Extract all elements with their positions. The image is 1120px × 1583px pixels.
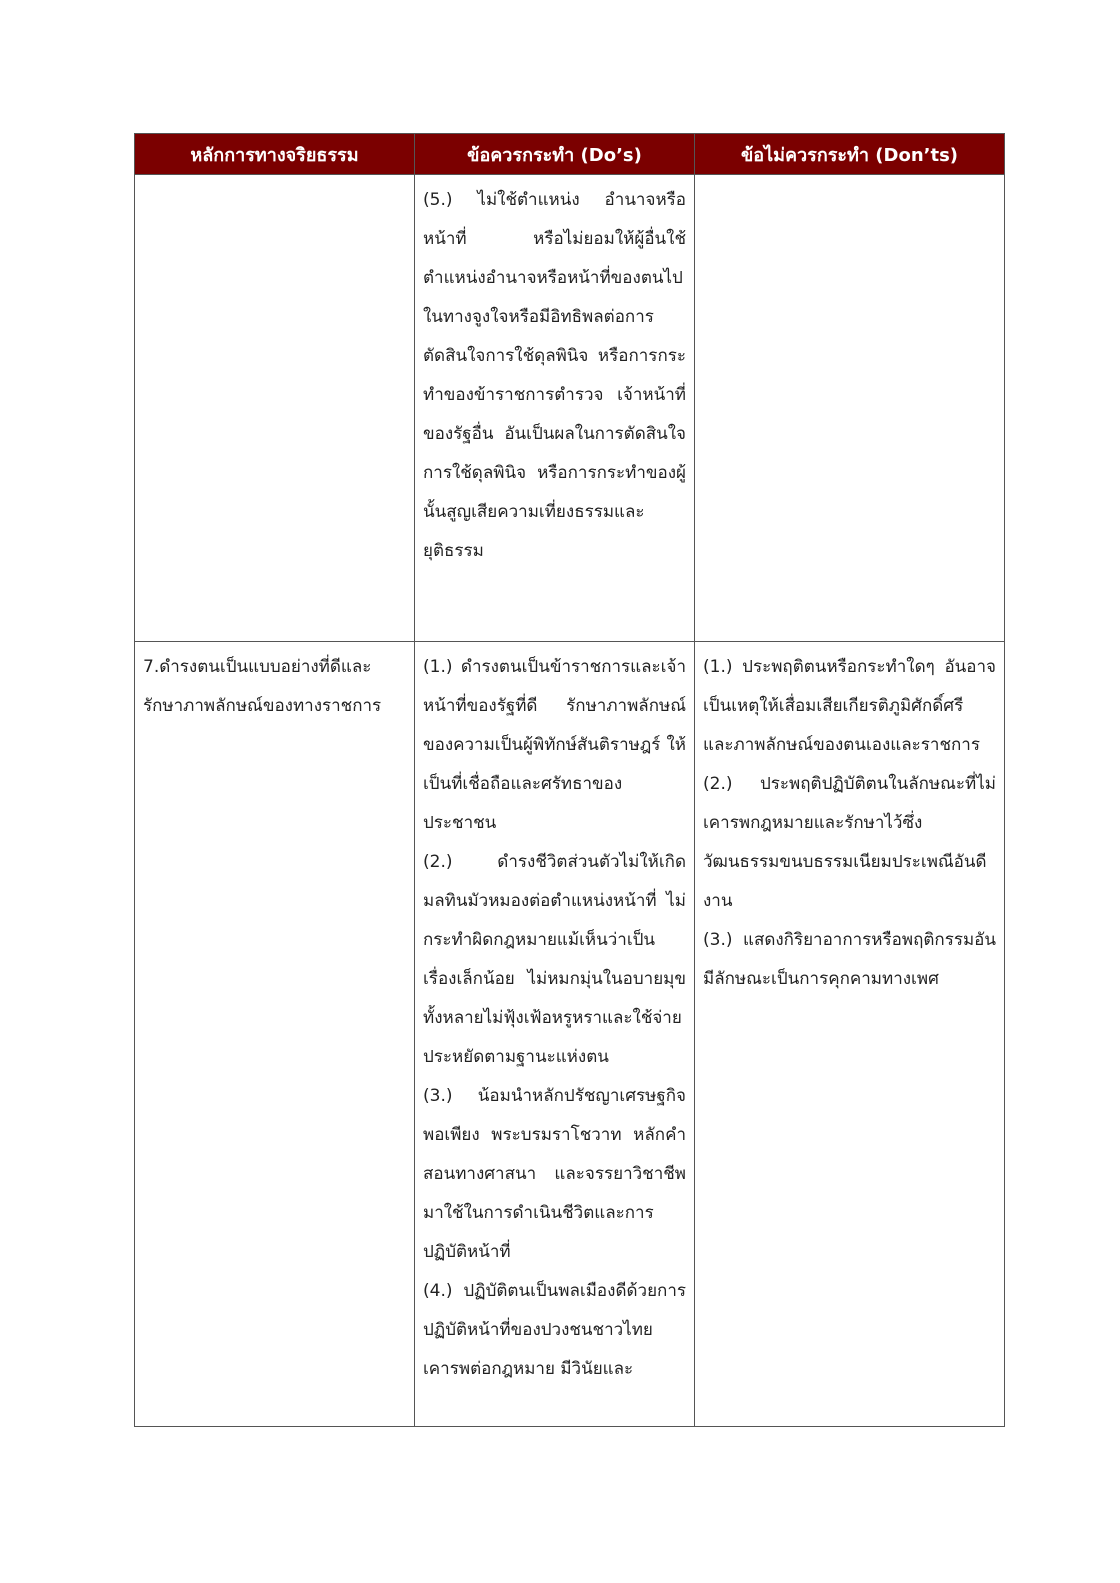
- principle-text: 7.ดำรงตนเป็นแบบอย่างที่ดีและรักษาภาพลักษณ์ของทางราชการ: [143, 657, 382, 716]
- table-header-row: [135, 134, 1005, 175]
- donts-cell: [695, 642, 1005, 1427]
- donts-item: (1.) ประพฤติตนหรือกระทำใดๆ อันอาจเป็นเหตุให้เสื่อมเสียเกียรติภูมิศักดิ์ศรี และภาพลักษณ์ของตนเองและราชการ: [703, 657, 996, 755]
- donts-item: (2.) ประพฤติปฏิบัติตนในลักษณะที่ไม่เคารพกฎหมายและรักษาไว้ซึ่งวัฒนธรรมขนบธรรมเนียมประเพณีอันดีงาน: [703, 774, 996, 911]
- dos-item: (5.) ไม่ใช้ตำแหน่ง อำนาจหรือหน้าที่ หรือไม่ยอมให้ผู้อื่นใช้ตำแหน่งอำนาจหรือหน้าที่ของตนไปในทางจูงใจหรือมีอิทธิพลต่อการตัดสินใจการใช้ดุลพินิจ หรือการกระทำของข้าราชการตำรวจ เจ้าหน้าที่ของรัฐอื่น อันเป็นผลในการตัดสินใจการใช้ดุลพินิจ หรือการกระทำของผู้นั้นสูญเสียความเที่ยงธรรมและยุติธรรม: [423, 190, 686, 561]
- dos-cell: [415, 175, 695, 642]
- donts-cell: [695, 175, 1005, 642]
- table-row: [135, 642, 1005, 1427]
- table-row: [135, 175, 1005, 642]
- dos-item: (2.) ดำรงชีวิตส่วนตัวไม่ให้เกิดมลทินมัวหมองต่อตำแหน่งหน้าที่ ไม่กระทำผิดกฎหมายแม้เห็นว่าเป็นเรื่องเล็กน้อย ไม่หมกมุ่นในอบายมุขทั้งหลายไม่ฟุ้งเฟ้อหรูหราและใช้จ่ายประหยัดตามฐานะแห่งตน: [423, 852, 686, 1067]
- header-principle: หลักการทางจริยธรรม: [135, 134, 415, 175]
- header-donts: ข้อไม่ควรกระทำ (Don’ts): [695, 134, 1005, 175]
- dos-item: (1.) ดำรงตนเป็นข้าราชการและเจ้าหน้าที่ของรัฐที่ดี รักษาภาพลักษณ์ของความเป็นผู้พิทักษ์สันติราษฎร์ ให้เป็นที่เชื่อถือและศรัทธาของประชาชน: [423, 657, 686, 833]
- dos-item: (4.) ปฏิบัติตนเป็นพลเมืองดีด้วยการปฏิบัติหน้าที่ของปวงชนชาวไทยเคารพต่อกฎหมาย มีวินัยและ: [423, 1281, 686, 1379]
- donts-item: (3.) แสดงกิริยาอาการหรือพฤติกรรมอันมีลักษณะเป็นการคุกคามทางเพศ: [703, 930, 996, 989]
- ethics-table: [134, 133, 1005, 1427]
- principle-cell: [135, 175, 415, 642]
- principle-cell: [135, 642, 415, 1427]
- dos-item: (3.) น้อมนำหลักปรัชญาเศรษฐกิจพอเพียง พระบรมราโชวาท หลักคำสอนทางศาสนา และจรรยาวิชาชีพมาใช้ในการดำเนินชีวิตและการปฏิบัติหน้าที่: [423, 1086, 686, 1262]
- header-dos: ข้อควรกระทำ (Do’s): [415, 134, 695, 175]
- dos-cell: [415, 642, 695, 1427]
